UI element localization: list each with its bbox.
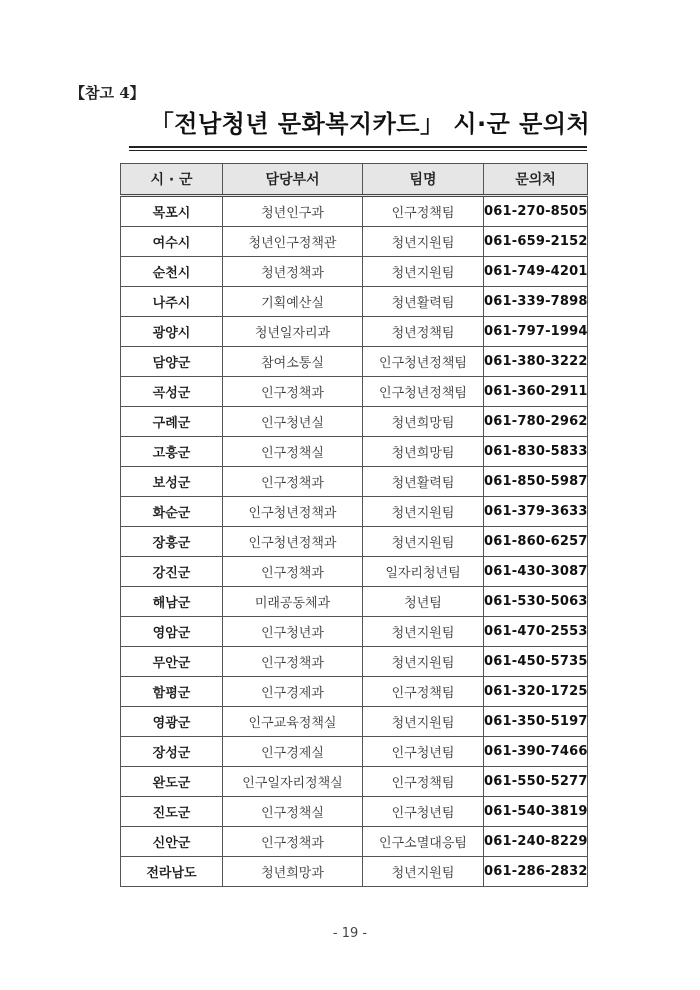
reference-label: 【참고 4】	[70, 84, 145, 102]
phone-cell: 061-550-5277	[484, 767, 588, 797]
phone-cell: 061-390-7466	[484, 737, 588, 767]
phone-cell: 061-320-1725	[484, 677, 588, 707]
table-row	[121, 767, 588, 797]
header-region: 시 · 군	[121, 164, 223, 196]
table-row	[121, 317, 588, 347]
table-row	[121, 857, 588, 887]
department-cell: 청년인구정책관	[223, 227, 363, 257]
region-cell: 구례군	[121, 407, 223, 437]
team-cell: 청년정책팀	[363, 317, 484, 347]
team-cell: 청년희망팀	[363, 437, 484, 467]
table-row	[121, 407, 588, 437]
department-cell: 인구정책과	[223, 467, 363, 497]
header-team: 팀명	[363, 164, 484, 196]
department-cell: 인구경제실	[223, 737, 363, 767]
department-cell: 인구정책과	[223, 647, 363, 677]
table-row	[121, 497, 588, 527]
phone-cell: 061-360-2911	[484, 377, 588, 407]
table-row	[121, 617, 588, 647]
department-cell: 미래공동체과	[223, 587, 363, 617]
department-cell: 인구일자리정책실	[223, 767, 363, 797]
team-cell: 인구청년정책팀	[363, 377, 484, 407]
department-cell: 인구청년과	[223, 617, 363, 647]
region-cell: 해남군	[121, 587, 223, 617]
region-cell: 장성군	[121, 737, 223, 767]
department-cell: 인구경제과	[223, 677, 363, 707]
header-phone: 문의처	[484, 164, 588, 196]
table-row	[121, 227, 588, 257]
team-cell: 인구정책팀	[363, 677, 484, 707]
department-cell: 기획예산실	[223, 287, 363, 317]
table-row	[121, 797, 588, 827]
phone-cell: 061-530-5063	[484, 587, 588, 617]
phone-cell: 061-860-6257	[484, 527, 588, 557]
table-row	[121, 557, 588, 587]
department-cell: 인구정책실	[223, 437, 363, 467]
department-cell: 인구정책과	[223, 827, 363, 857]
phone-cell: 061-470-2553	[484, 617, 588, 647]
table-row	[121, 647, 588, 677]
table-row	[121, 827, 588, 857]
region-cell: 영암군	[121, 617, 223, 647]
table-row	[121, 707, 588, 737]
team-cell: 청년지원팀	[363, 707, 484, 737]
department-cell: 청년인구과	[223, 196, 363, 227]
phone-cell: 061-797-1994	[484, 317, 588, 347]
table-row	[121, 467, 588, 497]
team-cell: 청년지원팀	[363, 857, 484, 887]
table-row	[121, 677, 588, 707]
table-row	[121, 196, 588, 227]
table-header-row	[121, 164, 588, 196]
department-cell: 인구청년실	[223, 407, 363, 437]
region-cell: 전라남도	[121, 857, 223, 887]
table-row	[121, 287, 588, 317]
region-cell: 광양시	[121, 317, 223, 347]
table-row	[121, 257, 588, 287]
team-cell: 청년지원팀	[363, 647, 484, 677]
table-row	[121, 347, 588, 377]
region-cell: 담양군	[121, 347, 223, 377]
phone-cell: 061-540-3819	[484, 797, 588, 827]
team-cell: 인구청년팀	[363, 737, 484, 767]
region-cell: 강진군	[121, 557, 223, 587]
team-cell: 청년지원팀	[363, 497, 484, 527]
department-cell: 청년정책과	[223, 257, 363, 287]
phone-cell: 061-350-5197	[484, 707, 588, 737]
region-cell: 화순군	[121, 497, 223, 527]
phone-cell: 061-749-4201	[484, 257, 588, 287]
team-cell: 청년활력팀	[363, 467, 484, 497]
region-cell: 영광군	[121, 707, 223, 737]
team-cell: 청년희망팀	[363, 407, 484, 437]
phone-cell: 061-659-2152	[484, 227, 588, 257]
phone-cell: 061-780-2962	[484, 407, 588, 437]
team-cell: 인구청년팀	[363, 797, 484, 827]
team-cell: 청년활력팀	[363, 287, 484, 317]
phone-cell: 061-286-2832	[484, 857, 588, 887]
region-cell: 장흥군	[121, 527, 223, 557]
department-cell: 인구정책실	[223, 797, 363, 827]
contacts-table	[120, 163, 588, 887]
phone-cell: 061-380-3222	[484, 347, 588, 377]
region-cell: 진도군	[121, 797, 223, 827]
region-cell: 신안군	[121, 827, 223, 857]
team-cell: 청년지원팀	[363, 527, 484, 557]
phone-cell: 061-339-7898	[484, 287, 588, 317]
phone-cell: 061-430-3087	[484, 557, 588, 587]
department-cell: 인구정책과	[223, 557, 363, 587]
department-cell: 청년일자리과	[223, 317, 363, 347]
table-row	[121, 437, 588, 467]
header-department: 담당부서	[223, 164, 363, 196]
page-title: 「전남청년 문화복지카드」 시·군 문의처	[149, 110, 591, 138]
table-row	[121, 587, 588, 617]
phone-cell: 061-450-5735	[484, 647, 588, 677]
team-cell: 인구청년정책팀	[363, 347, 484, 377]
department-cell: 인구청년정책과	[223, 497, 363, 527]
department-cell: 인구교육정책실	[223, 707, 363, 737]
department-cell: 인구청년정책과	[223, 527, 363, 557]
phone-cell: 061-830-5833	[484, 437, 588, 467]
team-cell: 인구정책팀	[363, 196, 484, 227]
region-cell: 여수시	[121, 227, 223, 257]
team-cell: 일자리청년팀	[363, 557, 484, 587]
region-cell: 무안군	[121, 647, 223, 677]
table-row	[121, 527, 588, 557]
region-cell: 곡성군	[121, 377, 223, 407]
title-divider	[129, 146, 587, 151]
phone-cell: 061-270-8505	[484, 196, 588, 227]
table-row	[121, 737, 588, 767]
department-cell: 인구정책과	[223, 377, 363, 407]
region-cell: 순천시	[121, 257, 223, 287]
department-cell: 참여소통실	[223, 347, 363, 377]
phone-cell: 061-240-8229	[484, 827, 588, 857]
team-cell: 청년지원팀	[363, 227, 484, 257]
region-cell: 목포시	[121, 196, 223, 227]
region-cell: 함평군	[121, 677, 223, 707]
phone-cell: 061-850-5987	[484, 467, 588, 497]
team-cell: 청년지원팀	[363, 257, 484, 287]
region-cell: 고흥군	[121, 437, 223, 467]
region-cell: 나주시	[121, 287, 223, 317]
phone-cell: 061-379-3633	[484, 497, 588, 527]
table-row	[121, 377, 588, 407]
region-cell: 보성군	[121, 467, 223, 497]
team-cell: 인구소멸대응팀	[363, 827, 484, 857]
team-cell: 청년팀	[363, 587, 484, 617]
region-cell: 완도군	[121, 767, 223, 797]
team-cell: 청년지원팀	[363, 617, 484, 647]
team-cell: 인구정책팀	[363, 767, 484, 797]
page-number: - 19 -	[332, 926, 368, 941]
department-cell: 청년희망과	[223, 857, 363, 887]
